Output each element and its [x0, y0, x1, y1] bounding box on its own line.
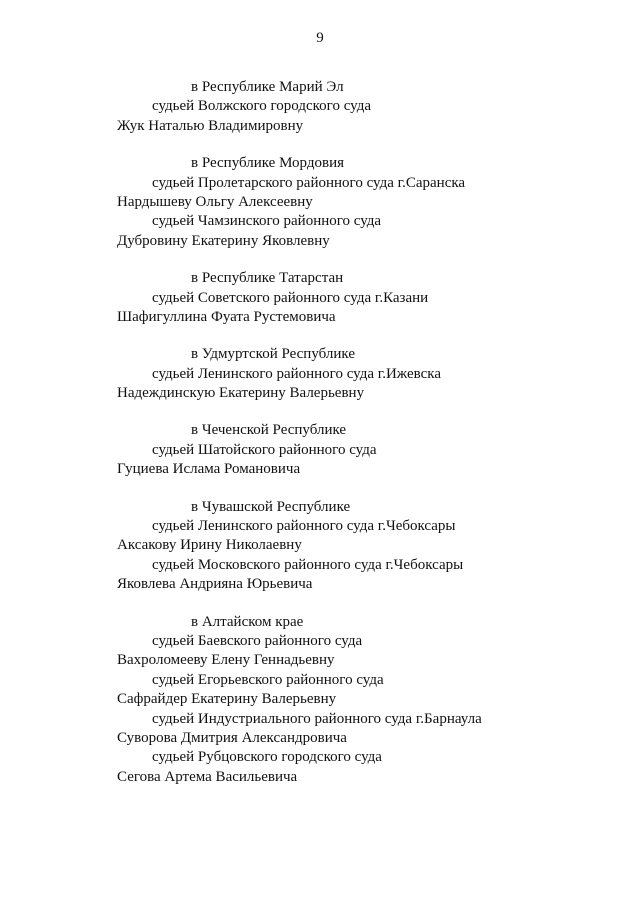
section-tatarstan	[0, 269, 640, 327]
judge-name: Гуциева Ислама Романовича	[117, 461, 301, 478]
judge-name: Сафрайдер Екатерину Валерьевну	[117, 691, 337, 708]
section-udmurtia	[0, 345, 640, 403]
court-position: судьей Пролетарского районного суда г.Саранска	[152, 174, 466, 191]
judge-name: Шафигуллина Фуата Рустемовича	[117, 308, 336, 325]
court-position: судьей Рубцовского городского суда	[152, 749, 382, 766]
region-heading: в Республике Татарстан	[191, 270, 344, 287]
court-position: судьей Советского районного суда г.Казани	[152, 289, 429, 306]
court-position: судьей Шатойского районного суда	[152, 441, 377, 458]
court-position: судьей Егорьевского районного суда	[152, 671, 384, 688]
region-heading: в Республике Мордовия	[191, 155, 344, 172]
court-position: судьей Чамзинского районного суда	[152, 213, 382, 230]
court-position: судьей Индустриального районного суда г.Барнаула	[152, 710, 482, 727]
section-altai-krai	[0, 613, 640, 788]
page-number: 9	[316, 30, 324, 46]
court-position: судьей Ленинского районного суда г.Чебоксары	[152, 518, 456, 535]
judge-name: Вахроломееву Елену Геннадьевну	[117, 652, 335, 669]
judge-name: Яковлева Андрияна Юрьевича	[117, 576, 313, 593]
region-heading: в Чеченской Республике	[191, 422, 347, 439]
court-position: судьей Волжского городского суда	[152, 98, 372, 115]
section-mari-el	[0, 78, 640, 136]
judge-name: Суворова Дмитрия Александровича	[117, 729, 347, 746]
judge-name: Аксакову Ирину Николаевну	[117, 537, 302, 554]
judge-name: Жук Наталью Владимировну	[117, 117, 304, 134]
section-chuvashia	[0, 498, 640, 595]
region-heading: в Удмуртской Республике	[191, 346, 355, 363]
section-mordovia	[0, 154, 640, 251]
appointment-list	[0, 78, 640, 805]
judge-name: Нардышеву Ольгу Алексеевну	[117, 193, 313, 210]
region-heading: в Алтайском крае	[191, 613, 304, 630]
judge-name: Дубровину Екатерину Яковлевну	[117, 232, 330, 249]
section-chechnya	[0, 421, 640, 479]
court-position: судьей Ленинского районного суда г.Ижевска	[152, 365, 442, 382]
judge-name: Сегова Артема Васильевича	[117, 768, 298, 785]
judge-name: Надеждинскую Екатерину Валерьевну	[117, 385, 365, 402]
court-position: судьей Баевского районного суда	[152, 632, 363, 649]
region-heading: в Республике Марий Эл	[191, 79, 344, 95]
court-position: судьей Московского районного суда г.Чебоксары	[152, 556, 464, 573]
region-heading: в Чувашской Республике	[191, 498, 351, 515]
